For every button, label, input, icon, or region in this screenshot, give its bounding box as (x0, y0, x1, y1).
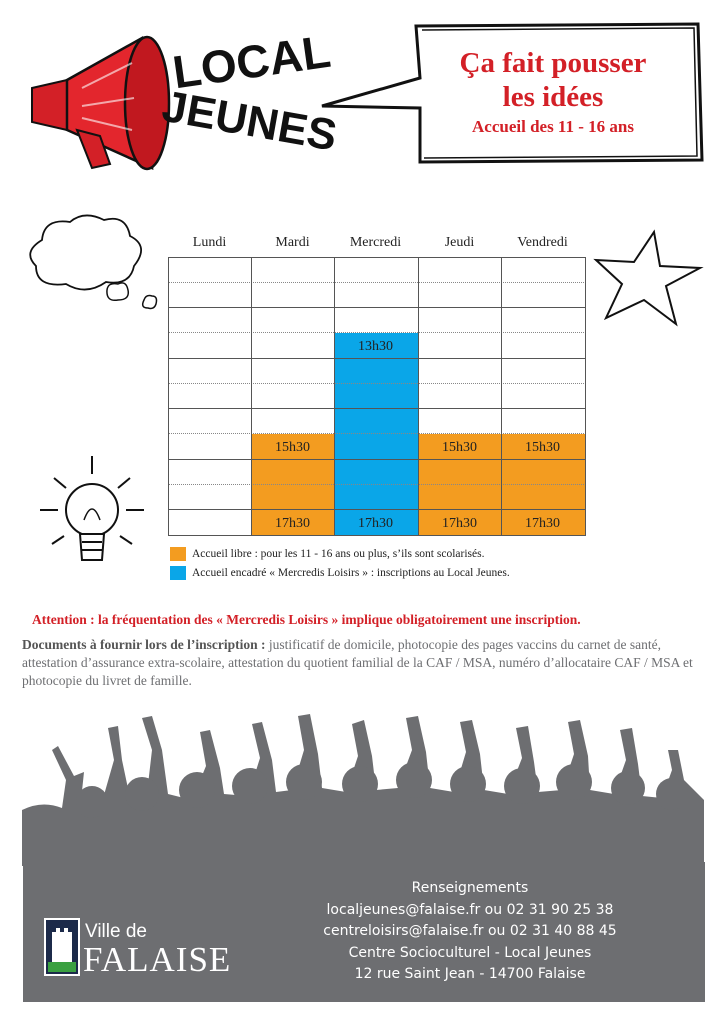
legend-orange-label: Accueil libre : pour les 11 - 16 ans ou plus, s’ils sont scolarisés. (192, 548, 485, 560)
time-jeudi-start: 15h30 (442, 440, 477, 455)
grid-column (418, 257, 419, 535)
slogan-line1: Ça fait pousser (459, 47, 647, 79)
grid-column (334, 257, 335, 535)
tower-logo-icon (44, 918, 80, 976)
light-bulb-icon (34, 448, 152, 578)
brand-small: Ville de (85, 921, 147, 942)
grid-line (168, 459, 586, 460)
grid-column (168, 257, 169, 535)
star-icon (592, 226, 704, 328)
logo-line1: LOCAL (169, 24, 334, 99)
time-jeudi-end: 17h30 (442, 516, 477, 531)
attention-notice: Attention : la fréquentation des « Mercredis Loisirs » implique obligatoirement une inscription. (32, 612, 581, 627)
contact-centre-loisirs[interactable]: centreloisirs@falaise.fr ou 02 31 40 88 45 (323, 923, 617, 939)
address-name: Centre Socioculturel - Local Jeunes (348, 944, 592, 961)
day-lundi: Lundi (192, 235, 227, 250)
documents-title: Documents à fournir lors de l’inscription : (22, 637, 266, 652)
legend-blue-swatch (170, 566, 186, 580)
day-mercredi: Mercredi (349, 235, 402, 250)
brand-big: FALAISE (83, 940, 232, 979)
documents-paragraph (22, 636, 710, 690)
time-mercredi-start: 13h30 (358, 339, 393, 354)
grid-line (168, 408, 586, 409)
day-vendredi: Vendredi (517, 235, 568, 250)
grid-line (168, 257, 586, 258)
grid-line (168, 383, 586, 384)
day-mardi: Mardi (275, 235, 310, 250)
time-mardi-end: 17h30 (275, 516, 310, 531)
grid-column (251, 257, 252, 535)
contact-local-jeunes[interactable]: localjeunes@falaise.fr ou 02 31 90 25 38 (326, 901, 614, 918)
grid-line (168, 509, 586, 510)
logo-line2: JEUNES (158, 81, 341, 161)
crowd-silhouette (22, 710, 704, 866)
grid-line (168, 358, 586, 359)
slogan-age-range: Accueil des 11 - 16 ans (472, 117, 634, 136)
documents-list: justificatif de domicile, photocopie des pages vaccins du carnet de santé, attestation d’assurance extra-scolaire, attestation du quotient familial de la CAF / MSA, numéro d’allocataire CAF / MSA et photocopie du livret de famille. (22, 637, 693, 688)
grid-line (168, 307, 586, 308)
time-mardi-start: 15h30 (275, 440, 310, 455)
time-vendredi-start: 15h30 (525, 440, 560, 455)
time-mercredi-end: 17h30 (358, 516, 393, 531)
grid-column (585, 257, 586, 535)
megaphone-icon (32, 37, 169, 169)
contact-info (290, 878, 650, 986)
block-mercredi (334, 333, 418, 535)
day-jeudi: Jeudi (444, 235, 475, 250)
slogan-line2: les idées (502, 81, 604, 113)
time-vendredi-end: 17h30 (525, 516, 560, 531)
legend-blue-label: Accueil encadré « Mercredis Loisirs » : inscriptions au Local Jeunes. (192, 567, 510, 579)
grid-line (168, 535, 586, 536)
legend-orange-swatch (170, 547, 186, 561)
cloud-icon (22, 210, 172, 315)
grid-line (168, 484, 586, 485)
grid-line (168, 332, 586, 333)
grid-line (168, 282, 586, 283)
address-street: 12 rue Saint Jean - 14700 Falaise (354, 966, 586, 982)
grid-line (168, 433, 586, 434)
slogan (414, 46, 692, 140)
grid-column (501, 257, 502, 535)
info-title: Renseignements (411, 880, 529, 896)
